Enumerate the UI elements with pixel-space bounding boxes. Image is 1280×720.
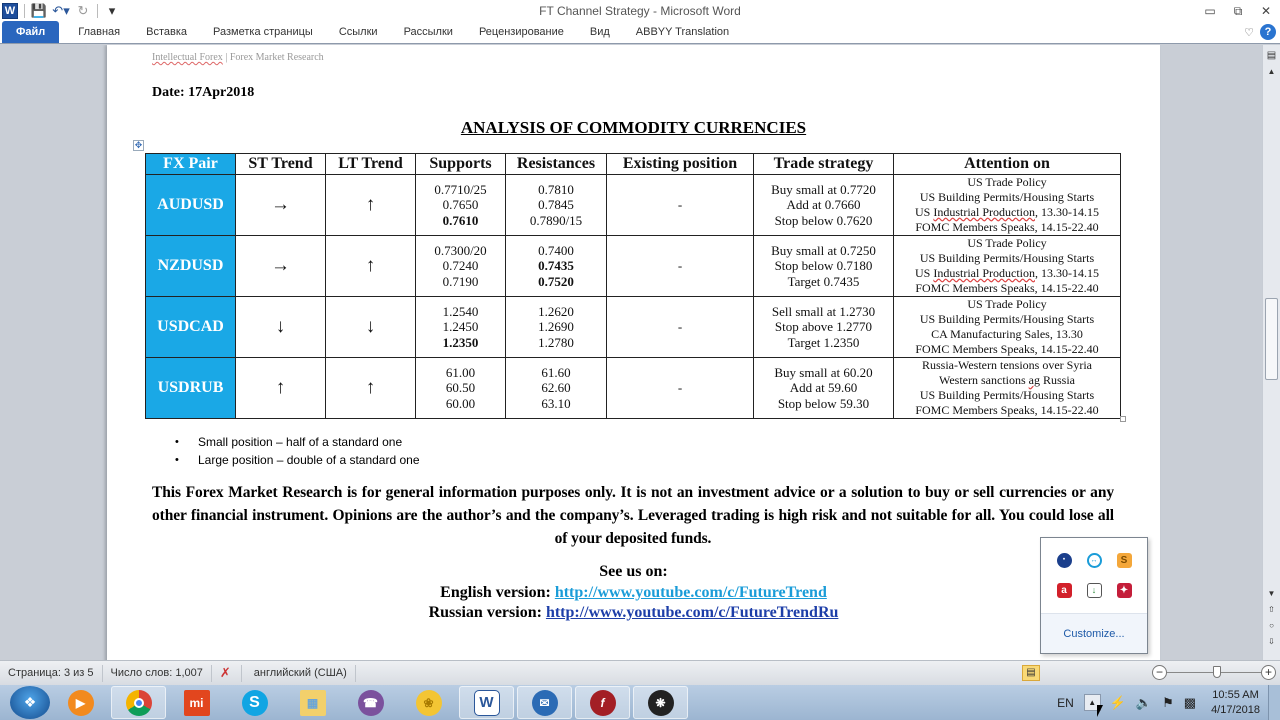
supports-cell	[416, 297, 506, 358]
strategy-line: Sell small at 1.2730	[771, 303, 876, 319]
zoom-slider-thumb[interactable]	[1213, 666, 1221, 678]
lt-trend-arrow-icon: ↑	[326, 236, 416, 297]
save-icon[interactable]: 💾	[30, 3, 48, 18]
customize-quick-access-icon[interactable]: ▾	[108, 3, 116, 18]
resistance-level: 1.2780	[538, 334, 574, 350]
support-level: 1.2450	[442, 319, 479, 335]
resistance-level: 1.2620	[538, 303, 574, 319]
st-trend-arrow-icon: ↑	[236, 358, 326, 419]
next-page-icon[interactable]: ⇩	[1268, 636, 1275, 646]
table-move-handle-icon[interactable]: ✥	[134, 140, 143, 150]
attention-item: US Building Permits/Housing Starts	[919, 312, 1095, 326]
clock[interactable]	[1211, 688, 1260, 718]
supports-cell	[416, 358, 506, 419]
attention-item: FOMC Members Speaks, 14.15-22.40	[915, 403, 1099, 417]
restore-button[interactable]: ⧉	[1233, 3, 1243, 18]
sublime-icon[interactable]: S	[1109, 545, 1139, 575]
supports-cell	[416, 236, 506, 297]
hidden-icons-flyout	[1040, 537, 1148, 654]
skype-icon: S	[242, 690, 268, 716]
position-notes-list	[175, 433, 420, 469]
see-us-block	[107, 562, 1160, 624]
st-trend-arrow-icon: ↓	[236, 297, 326, 358]
power-plug-icon[interactable]: ⚡	[1109, 694, 1126, 710]
divider	[97, 4, 98, 18]
taskbar-flash-app[interactable]	[575, 686, 630, 719]
minimize-button[interactable]: ▭	[1204, 4, 1216, 18]
trade-strategy-cell	[754, 297, 894, 358]
attention-cell	[894, 175, 1121, 236]
page-count[interactable]: Страница: 3 из 5	[0, 665, 103, 682]
zoom-out-button[interactable]: −	[1152, 665, 1167, 680]
fx-pair-cell: AUDUSD	[146, 175, 236, 236]
supports-cell	[416, 175, 506, 236]
print-layout-view-icon[interactable]: ▤	[1022, 665, 1040, 681]
window-controls	[1196, 0, 1280, 22]
zoom-in-button[interactable]: +	[1261, 665, 1276, 680]
attention-item: US Building Permits/Housing Starts	[919, 388, 1095, 402]
attention-item: US Building Permits/Housing Starts	[919, 251, 1095, 265]
scroll-down-arrow-icon[interactable]: ▼	[1267, 588, 1276, 598]
taskbar-obs[interactable]	[633, 686, 688, 719]
fx-pair-cell: USDCAD	[146, 297, 236, 358]
lt-trend-arrow-icon: ↑	[326, 175, 416, 236]
show-hidden-icons-button[interactable]: ▲	[1084, 694, 1101, 711]
strategy-line: Buy small at 0.7720	[771, 181, 876, 197]
chrome-icon	[126, 690, 152, 716]
select-browse-object-icon[interactable]: ○	[1269, 620, 1274, 630]
tab-home[interactable]: Главная	[78, 26, 121, 38]
tab-file[interactable]: Файл	[2, 21, 59, 43]
bluetooth-icon[interactable]: ᛫	[1049, 545, 1079, 575]
attention-item: CA Manufacturing Sales, 13.30	[931, 327, 1083, 341]
taskbar-file-explorer[interactable]	[285, 686, 340, 719]
english-version-label: English version:	[440, 583, 555, 601]
tab-review[interactable]: Рецензирование	[478, 26, 564, 38]
support-level: 0.7190	[442, 273, 479, 289]
col-header-st-trend: ST Trend	[236, 154, 326, 175]
taskbar	[0, 685, 1280, 720]
see-us-heading: See us on:	[599, 563, 668, 580]
tab-insert[interactable]: Вставка	[146, 26, 188, 38]
tab-references[interactable]: Ссылки	[338, 26, 378, 38]
tab-page-layout[interactable]: Разметка страницы	[213, 26, 313, 38]
zoom-control	[1152, 665, 1276, 680]
resistances-cell	[506, 358, 607, 419]
clock-date: 4/17/2018	[1211, 703, 1260, 716]
resistance-level: 0.7845	[538, 197, 574, 213]
table-header-row	[146, 154, 1121, 175]
document-page[interactable]	[107, 45, 1160, 660]
ribbon-tabs	[0, 22, 1280, 44]
resistances-cell	[506, 297, 607, 358]
attention-item: US Trade Policy	[967, 175, 1047, 189]
antivirus-icon[interactable]: ✦	[1109, 575, 1139, 605]
mail-download-icon[interactable]: ↓	[1079, 575, 1109, 605]
strategy-line: Target 1.2350	[787, 334, 860, 350]
col-header-trade-strategy: Trade strategy	[754, 154, 894, 175]
taskbar-media-player[interactable]	[53, 686, 108, 719]
strategy-line: Stop below 0.7180	[774, 258, 873, 274]
taskbar-skype[interactable]	[227, 686, 282, 719]
obs-icon: ❋	[648, 690, 674, 716]
folder-icon: ▦	[300, 690, 326, 716]
attention-item: US Building Permits/Housing Starts	[919, 190, 1095, 204]
attention-item: Western sanctions ag Russia	[938, 373, 1076, 387]
tab-abbyy-translation[interactable]: ABBYY Translation	[635, 26, 730, 38]
table-row	[146, 297, 1121, 358]
support-level: 0.7710/25	[434, 181, 487, 197]
media-player-icon: ▶	[68, 690, 94, 716]
lt-trend-arrow-icon: ↓	[326, 297, 416, 358]
help-icon[interactable]: ?	[1260, 24, 1276, 40]
attention-item: FOMC Members Speaks, 14.15-22.40	[915, 281, 1099, 295]
resistance-level: 0.7810	[538, 181, 574, 197]
word-icon: W	[474, 690, 500, 716]
word-app-icon[interactable]: W	[2, 3, 18, 19]
proofing-status[interactable]	[212, 665, 242, 682]
header-subtitle: Forex Market Research	[229, 52, 324, 63]
resistances-cell	[506, 175, 607, 236]
ruler-toggle-icon[interactable]: ▤	[1266, 49, 1277, 61]
resistance-level: 1.2690	[538, 319, 574, 335]
language-indicator[interactable]: английский (США)	[242, 665, 356, 682]
disclaimer-paragraph: This Forex Market Research is for general information purposes only. It is not an investment advice or a solution to buy or sell currencies or any other financial instrument. Opinions are the author’s and the company’s. Leveraged trading is high risk and not suitable for all. You could lose all of your deposited funds.	[152, 484, 1114, 547]
thunderbird-icon: ✉	[532, 690, 558, 716]
attention-cell	[894, 297, 1121, 358]
previous-page-icon[interactable]: ⇧	[1268, 604, 1275, 614]
input-language[interactable]: EN	[1057, 695, 1074, 710]
attention-item: FOMC Members Speaks, 14.15-22.40	[915, 220, 1099, 234]
show-desktop-button[interactable]	[1268, 685, 1280, 720]
taskbar-media-center[interactable]	[401, 686, 456, 719]
strategy-line: Stop below 0.7620	[774, 212, 873, 228]
attention-item: Russia-Western tensions over Syria	[921, 358, 1092, 372]
fx-pair-cell: NZDUSD	[146, 236, 236, 297]
resistance-level: 61.60	[541, 364, 571, 380]
fx-pair-cell: USDRUB	[146, 358, 236, 419]
taskbar-thunderbird[interactable]	[517, 686, 572, 719]
russian-youtube-link[interactable]: http://www.youtube.com/c/FutureTrendRu	[545, 604, 839, 621]
list-item: • Large position – double of a standard one	[175, 451, 420, 469]
russian-version-label: Russian version:	[428, 604, 546, 621]
title-bar	[0, 0, 1280, 22]
film-reel-icon: ❀	[416, 690, 442, 716]
redo-icon[interactable]: ↻	[77, 3, 89, 18]
word-count[interactable]: Число слов: 1,007	[103, 665, 212, 682]
quick-access-toolbar	[0, 0, 120, 22]
mouse-cursor-icon	[1097, 705, 1103, 717]
support-level: 60.50	[445, 380, 476, 396]
zoom-slider[interactable]	[1167, 672, 1261, 673]
existing-position-cell: -	[607, 175, 754, 236]
clock-time: 10:55 AM	[1212, 688, 1259, 701]
support-level: 0.7650	[442, 197, 479, 213]
scroll-up-arrow-icon[interactable]: ▲	[1267, 66, 1276, 76]
trade-strategy-cell	[754, 175, 894, 236]
support-level: 61.00	[445, 364, 476, 380]
minimize-ribbon-icon[interactable]: ♡	[1244, 26, 1254, 39]
attention-item: US Industrial Production, 13.30-14.15	[915, 205, 1099, 219]
col-header-existing-position: Existing position	[607, 154, 754, 175]
action-center-flag-icon[interactable]: ⚑	[1162, 694, 1174, 710]
header-company: Intellectual Forex	[152, 52, 223, 63]
strategy-line: Target 0.7435	[787, 273, 860, 289]
existing-position-cell: -	[607, 358, 754, 419]
support-level: 0.7240	[442, 258, 479, 274]
strategy-line: Add at 59.60	[789, 380, 858, 396]
trade-strategy-cell	[754, 358, 894, 419]
col-header-resistances: Resistances	[506, 154, 607, 175]
resistance-level: 0.7400	[538, 242, 574, 258]
mi-icon: mi	[184, 690, 210, 716]
support-level: 60.00	[445, 395, 476, 411]
document-date: Date: 17Apr2018	[152, 85, 255, 100]
taskbar-chrome[interactable]	[111, 686, 166, 719]
teamviewer-icon[interactable]: ↔	[1079, 545, 1109, 575]
col-header-supports: Supports	[416, 154, 506, 175]
list-item: • Small position – half of a standard one	[175, 433, 420, 451]
st-trend-arrow-icon: →	[236, 236, 326, 297]
table-row	[146, 175, 1121, 236]
attention-item: US Industrial Production, 13.30-14.15	[915, 266, 1099, 280]
fx-analysis-table	[145, 153, 1121, 419]
attention-cell	[894, 358, 1121, 419]
resistance-level: 0.7435	[538, 258, 574, 274]
avira-icon[interactable]: a	[1049, 575, 1079, 605]
table-resize-handle[interactable]	[1120, 416, 1126, 422]
strategy-line: Stop below 59.30	[777, 395, 870, 411]
trade-strategy-cell	[754, 236, 894, 297]
header-separator: |	[222, 52, 230, 63]
tab-view[interactable]: Вид	[589, 26, 610, 38]
attention-item: FOMC Members Speaks, 14.15-22.40	[915, 342, 1099, 356]
existing-position-cell: -	[607, 236, 754, 297]
attention-cell	[894, 236, 1121, 297]
divider	[24, 4, 25, 18]
volume-icon[interactable]: 🔈	[1135, 694, 1153, 710]
strategy-line: Add at 0.7660	[786, 197, 861, 213]
document-title: ANALYSIS OF COMMODITY CURRENCIES	[460, 118, 807, 137]
col-header-lt-trend: LT Trend	[326, 154, 416, 175]
existing-position-cell: -	[607, 297, 754, 358]
strategy-line: Buy small at 60.20	[774, 364, 873, 380]
system-tray	[1057, 685, 1280, 720]
support-level: 0.7610	[442, 212, 479, 228]
window-title: FT Channel Strategy - Microsoft Word	[539, 4, 741, 18]
col-header-fx-pair: FX Pair	[146, 154, 236, 175]
table-row	[146, 358, 1121, 419]
resistance-level: 63.10	[541, 395, 571, 411]
tab-mailings[interactable]: Рассылки	[403, 26, 453, 38]
page-header	[152, 52, 324, 63]
spellcheck-icon: ✗	[219, 665, 231, 680]
close-button[interactable]: ✕	[1260, 4, 1272, 18]
viber-icon: ☎	[358, 690, 384, 716]
resistances-cell	[506, 236, 607, 297]
st-trend-arrow-icon: →	[236, 175, 326, 236]
attention-item: US Trade Policy	[967, 297, 1047, 311]
taskbar-word[interactable]	[459, 686, 514, 719]
lt-trend-arrow-icon: ↑	[326, 358, 416, 419]
vertical-scrollbar[interactable]	[1262, 45, 1280, 660]
resistance-level: 62.60	[541, 380, 571, 396]
support-level: 1.2350	[442, 334, 479, 350]
russian-version-line	[107, 603, 1160, 624]
col-header-attention-on: Attention on	[894, 154, 1121, 175]
taskbar-viber[interactable]	[343, 686, 398, 719]
customize-link[interactable]: Customize...	[1041, 613, 1147, 653]
network-signal-icon[interactable]: ▩	[1183, 694, 1197, 710]
flash-app-icon: f	[590, 690, 616, 716]
support-level: 0.7300/20	[434, 242, 487, 258]
strategy-line: Stop above 1.2770	[774, 319, 873, 335]
scrollbar-thumb[interactable]	[1265, 298, 1278, 380]
table-row	[146, 236, 1121, 297]
support-level: 1.2540	[442, 303, 479, 319]
english-youtube-link[interactable]: http://www.youtube.com/c/FutureTrend	[554, 583, 827, 601]
attention-item: US Trade Policy	[967, 236, 1047, 250]
resistance-level: 0.7520	[538, 273, 574, 289]
status-bar	[0, 660, 1280, 685]
undo-icon[interactable]: ↶▾	[52, 3, 70, 18]
start-button[interactable]: ❖	[10, 686, 50, 719]
taskbar-mi[interactable]	[169, 686, 224, 719]
english-version-line	[107, 583, 1160, 604]
strategy-line: Buy small at 0.7250	[771, 242, 876, 258]
resistance-level: 0.7890/15	[529, 212, 583, 228]
